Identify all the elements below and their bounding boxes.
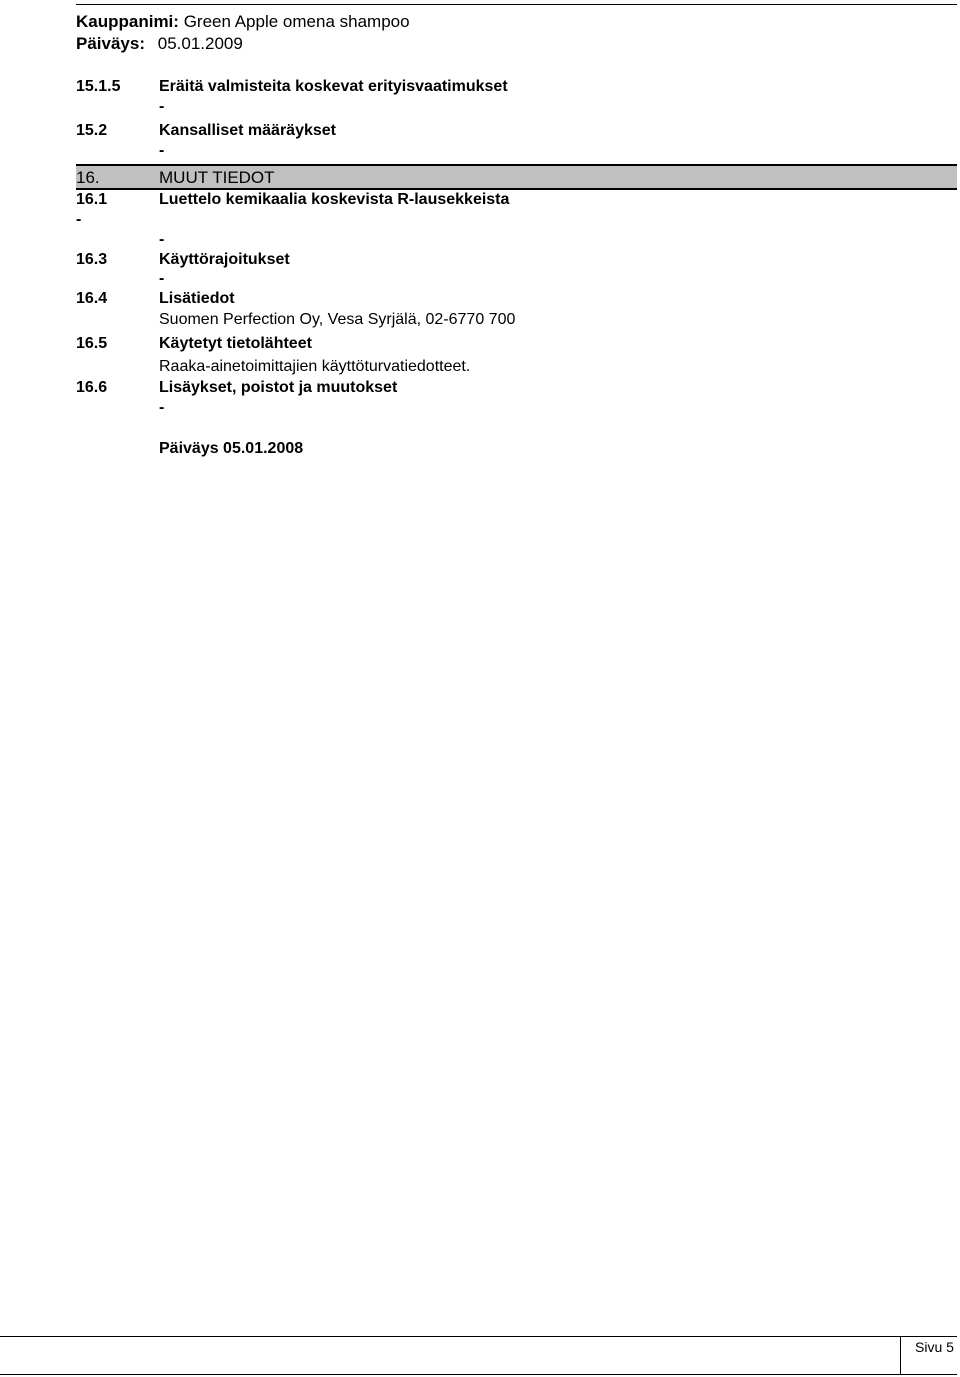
revision-date: Päiväys 05.01.2008 xyxy=(159,440,304,457)
trade-name-value: Green Apple omena shampoo xyxy=(183,12,410,31)
section-title: Lisäykset, poistot ja muutokset xyxy=(159,379,398,396)
section-number: 16. xyxy=(76,168,100,187)
section-heading-title: MUUT TIEDOT xyxy=(159,168,275,187)
section-number: 16.5 xyxy=(76,335,108,352)
section-content-left: - xyxy=(76,211,82,228)
section-content: Suomen Perfection Oy, Vesa Syrjälä, 02-6770 700 xyxy=(159,311,516,328)
page-number: Sivu 5 xyxy=(915,1339,954,1355)
section-number: 15.1.5 xyxy=(76,78,121,95)
section-title: Eräitä valmisteita koskevat erityisvaatimukset xyxy=(159,78,508,95)
section-number: 15.2 xyxy=(76,122,108,139)
trade-name-line xyxy=(76,12,410,32)
section-number: 16.6 xyxy=(76,379,108,396)
section-title: Kansalliset määräykset xyxy=(159,122,336,139)
header-date-value: 05.01.2009 xyxy=(157,34,243,53)
header-date-label: Päiväys: xyxy=(76,34,145,53)
section-content: - xyxy=(159,98,165,115)
section-content: - xyxy=(159,142,165,159)
section-title: Käytetyt tietolähteet xyxy=(159,335,312,352)
section-content: - xyxy=(159,270,165,287)
footer-rule-bottom xyxy=(0,1374,957,1375)
footer-rule-top xyxy=(0,1336,957,1337)
header-date-line xyxy=(76,34,243,54)
header-rule xyxy=(76,4,957,5)
trade-name-label: Kauppanimi: xyxy=(76,12,179,31)
footer-separator xyxy=(900,1337,901,1374)
section-title: Luettelo kemikaalia koskevista R-lausekkeista xyxy=(159,191,510,208)
section-title: Käyttörajoitukset xyxy=(159,251,290,268)
section-number: 16.4 xyxy=(76,290,108,307)
section-content: - xyxy=(159,231,165,248)
section-content: Raaka-ainetoimittajien käyttöturvatiedotteet. xyxy=(159,358,471,375)
section-number: 16.1 xyxy=(76,191,108,208)
section-title: Lisätiedot xyxy=(159,290,235,307)
section-number: 16.3 xyxy=(76,251,108,268)
section-content: - xyxy=(159,399,165,416)
